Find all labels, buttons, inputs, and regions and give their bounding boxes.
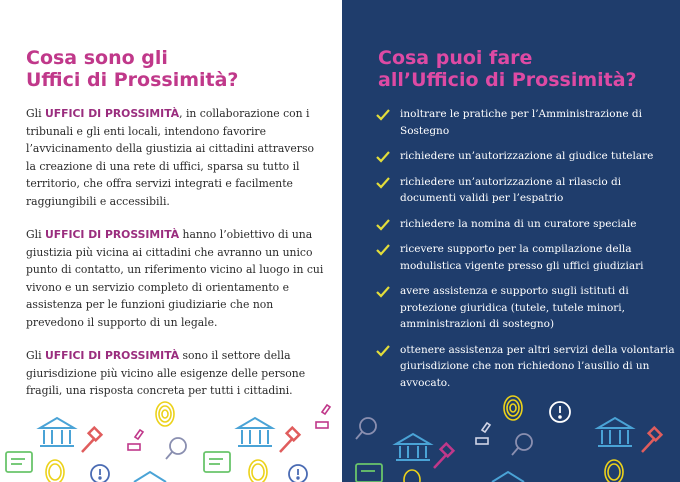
gavel-icon bbox=[434, 444, 453, 468]
speech-bubble-icon bbox=[91, 465, 109, 482]
highlight-term: UFFICI DI PROSSIMITÀ bbox=[44, 107, 180, 120]
courthouse-icon bbox=[396, 434, 430, 460]
right-panel bbox=[342, 0, 680, 482]
speech-bubble-icon bbox=[550, 402, 570, 422]
right-title-line2: all’Ufficio di Prossimità? bbox=[378, 69, 637, 91]
courthouse-roof-icon bbox=[134, 472, 166, 482]
checkmark-icon bbox=[376, 150, 390, 164]
gavel-icon bbox=[642, 428, 661, 452]
fingerprint-icon bbox=[46, 460, 64, 482]
p1-lead: Gli bbox=[26, 107, 42, 120]
list-item bbox=[376, 106, 676, 139]
gavel-icon bbox=[82, 428, 101, 452]
fingerprint-icon bbox=[404, 470, 420, 482]
checkmark-icon bbox=[376, 218, 390, 232]
courthouse-icon bbox=[40, 418, 74, 446]
list-item-text: ricevere supporto per la compilazione della modulistica vigente presso gli uffici giudiziari bbox=[400, 243, 644, 272]
list-item bbox=[376, 148, 676, 165]
folder-icon bbox=[356, 464, 382, 482]
left-title bbox=[26, 47, 238, 91]
folder-icon bbox=[204, 452, 230, 472]
services-list bbox=[376, 106, 676, 400]
right-decorative-icons bbox=[342, 392, 680, 482]
left-decorative-icons bbox=[0, 392, 342, 482]
courthouse-icon bbox=[598, 418, 632, 446]
left-title-line2: Uffici di Prossimità? bbox=[26, 69, 239, 91]
fingerprint-icon bbox=[605, 460, 623, 482]
folder-icon bbox=[6, 452, 32, 472]
list-item bbox=[376, 174, 676, 207]
right-title-line1: Cosa puoi fare bbox=[378, 47, 533, 69]
list-item-text: avere assistenza e supporto sugli istituti di protezione giuridica (tutele, tutele minori, amministrazioni di sostegno) bbox=[400, 285, 629, 330]
magnifier-icon bbox=[512, 434, 532, 455]
highlight-term: UFFICI DI PROSSIMITÀ bbox=[44, 228, 180, 241]
p1-text: , in collaborazione con i tribunali e gli enti locali, intendono favorire l’avvicinamento della giustizia ai cittadini attraverso la creazione di una rete di uffici, sparsa su tutto il territorio, che offra servizi integrati e facilmente raggiungibili e accessibili. bbox=[26, 107, 314, 208]
fingerprint-icon bbox=[249, 460, 267, 482]
highlight-term: UFFICI DI PROSSIMITÀ bbox=[44, 349, 180, 362]
courthouse-icon bbox=[238, 418, 272, 446]
ink-pen-icon bbox=[316, 405, 330, 428]
courthouse-roof-icon bbox=[492, 472, 524, 482]
p2-text: hanno l’obiettivo di una giustizia più vicina ai cittadini che avranno un unico punto di contatto, un riferimento vicino al luogo in cui vivono e un servizio completo di orientamento e assistenza per le funzioni giudiziarie che non prevedono il supporto di un legale. bbox=[26, 228, 324, 329]
magnifier-icon bbox=[356, 418, 376, 439]
left-body bbox=[26, 105, 326, 416]
list-item bbox=[376, 216, 676, 233]
list-item-text: richiedere un’autorizzazione al giudice tutelare bbox=[400, 150, 654, 162]
p3-text: sono il settore della giurisdizione più vicino alle esigenze delle persone fragili, una risposta concreta per tutti i cittadini. bbox=[26, 349, 306, 397]
gavel-icon bbox=[280, 428, 299, 452]
checkmark-icon bbox=[376, 108, 390, 122]
list-item bbox=[376, 283, 676, 333]
list-item-text: ottenere assistenza per altri servizi della volontaria giurisdizione che non richiedono l’ausilio di un avvocato. bbox=[400, 343, 675, 389]
paragraph-2 bbox=[26, 226, 326, 331]
right-title bbox=[378, 47, 637, 91]
ink-pen-icon bbox=[476, 423, 490, 444]
list-item-text: richiedere la nomina di un curatore speciale bbox=[400, 217, 637, 230]
ink-pen-icon bbox=[128, 430, 143, 450]
speech-bubble-icon bbox=[289, 465, 307, 482]
checkmark-icon bbox=[376, 285, 390, 299]
list-item-text: richiedere un’autorizzazione al rilascio di documenti validi per l’espatrio bbox=[400, 175, 622, 204]
paragraph-1 bbox=[26, 105, 326, 210]
fingerprint-icon bbox=[504, 396, 522, 420]
fingerprint-icon bbox=[156, 402, 174, 426]
checkmark-icon bbox=[376, 243, 390, 257]
list-item-text: inoltrare le pratiche per l’Amministrazione di Sostegno bbox=[400, 108, 643, 137]
checkmark-icon bbox=[376, 344, 390, 358]
list-item bbox=[376, 342, 676, 392]
p3-lead: Gli bbox=[26, 349, 42, 362]
checkmark-icon bbox=[376, 176, 390, 190]
left-title-line1: Cosa sono gli bbox=[26, 47, 168, 69]
list-item bbox=[376, 241, 676, 274]
magnifier-icon bbox=[166, 438, 186, 459]
p2-lead: Gli bbox=[26, 228, 42, 241]
